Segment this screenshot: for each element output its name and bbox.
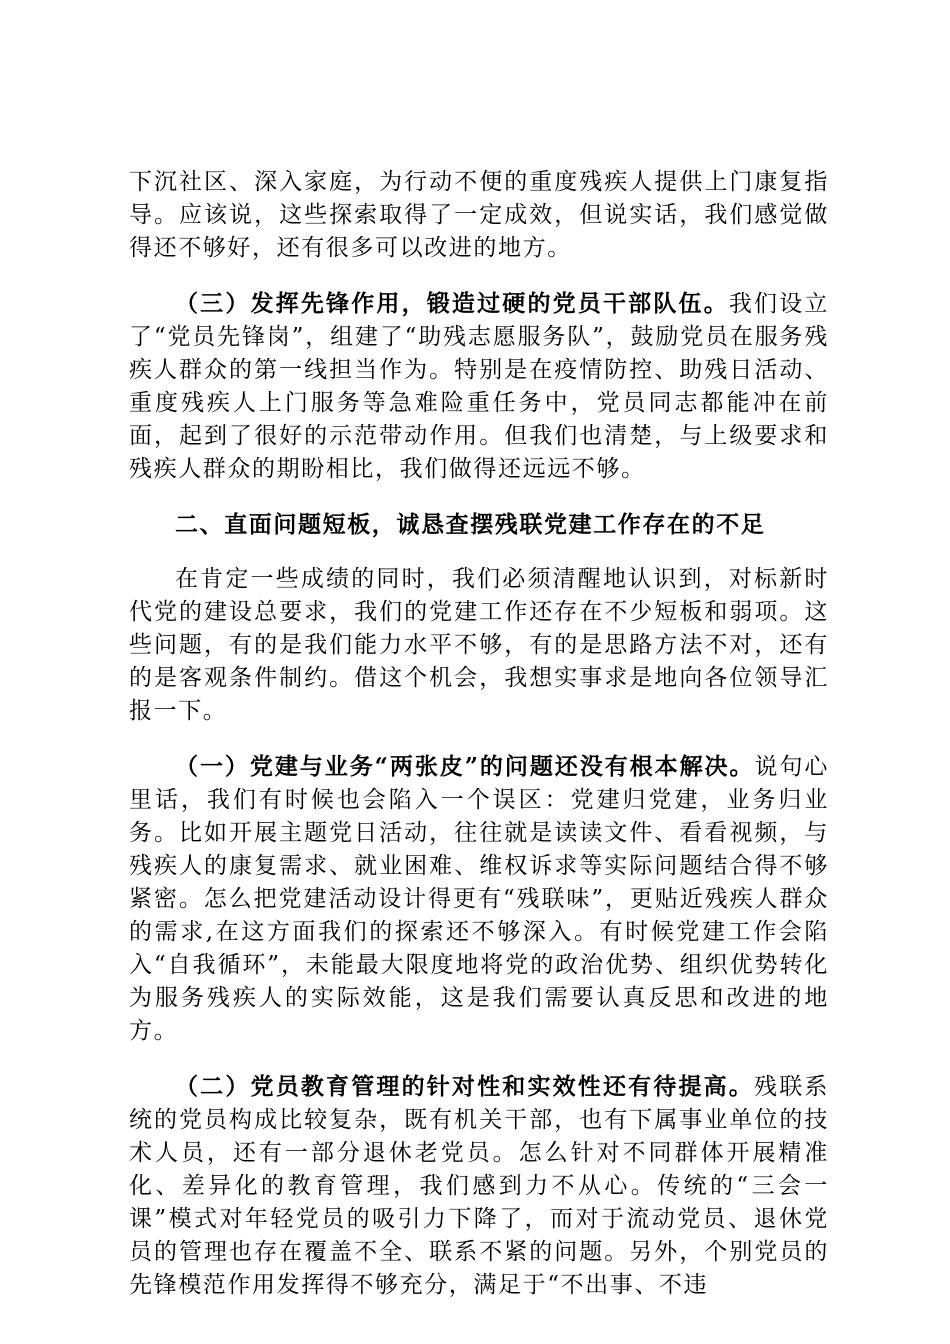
paragraph-intro — [129, 563, 829, 728]
paragraph-text: 在肯定一些成绩的同时，我们必须清醒地认识到，对标新时代党的建设总要求，我们的党建工作还存在不少短板和弱项。这些问题，有的是我们能力水平不够，有的是思路方法不对，还有的是客观条件制约。借这个机会，我想实事求是地向各位领导汇报一下。 — [129, 566, 829, 724]
document-page — [129, 166, 829, 1324]
paragraph-text: 残联系统的党员构成比较复杂，既有机关干部，也有下属事业单位的技术人员，还有一部分退休老党员。怎么针对不同群体开展精准化、差异化的教育管理，我们感到力不从心。传统的“三会一课”模式对年轻党员的吸引力下降了，而对于流动党员、退休党员的管理也存在覆盖不全、联系不紧的问题。另外，个别党员的先锋模范作用发挥得不够充分，满足于“不出事、不违 — [129, 1074, 829, 1298]
section-heading: 二、直面问题短板，诚恳查摆残联党建工作存在的不足 — [175, 511, 766, 538]
paragraph-issue-two — [129, 1070, 829, 1302]
paragraph-text: 我们设立了“党员先锋岗”，组建了“助残志愿服务队”，鼓励党员在服务残疾人群众的第一线担当作为。特别是在疫情防控、助残日活动、重度残疾人上门服务等急难险重任务中，党员同志都能冲在前面，起到了很好的示范带动作用。但我们也清楚，与上级要求和残疾人群众的期盼相比，我们做得还远远不够。 — [129, 291, 830, 482]
paragraph-lead: （二）党员教育管理的针对性和实效性还有待提高。 — [175, 1073, 755, 1100]
paragraph-lead: （三）发挥先锋作用，锻造过硬的党员干部队伍。 — [175, 290, 729, 317]
paragraph-text: 下沉社区、深入家庭，为行动不便的重度残疾人提供上门康复指导。应该说，这些探索取得了一定成效，但说实话，我们感觉做得还不够好，还有很多可以改进的地方。 — [129, 169, 829, 261]
paragraph-pioneer-role — [129, 287, 829, 486]
paragraph-continuation — [129, 166, 829, 265]
paragraph-text: 说句心里话，我们有时候也会陷入一个误区：党建归党建，业务归业务。比如开展主题党日活动，往往就是读读文件、看看视频，与残疾人的康复需求、就业困难、维权诉求等实际问题结合得不够紧密。怎么把党建活动设计得更有“残联味”，更贴近残疾人群众的需求,在这方面我们的探索还不够深入。有时候党建工作会陷入“自我循环”，未能最大限度地将党的政治优势、组织优势转化为服务残疾人的实际效能，这是我们需要认真反思和改进的地方。 — [129, 754, 830, 1044]
paragraph-lead: （一）党建与业务“两张皮”的问题还没有根本解决。 — [175, 753, 755, 780]
paragraph-issue-one — [129, 750, 829, 1048]
